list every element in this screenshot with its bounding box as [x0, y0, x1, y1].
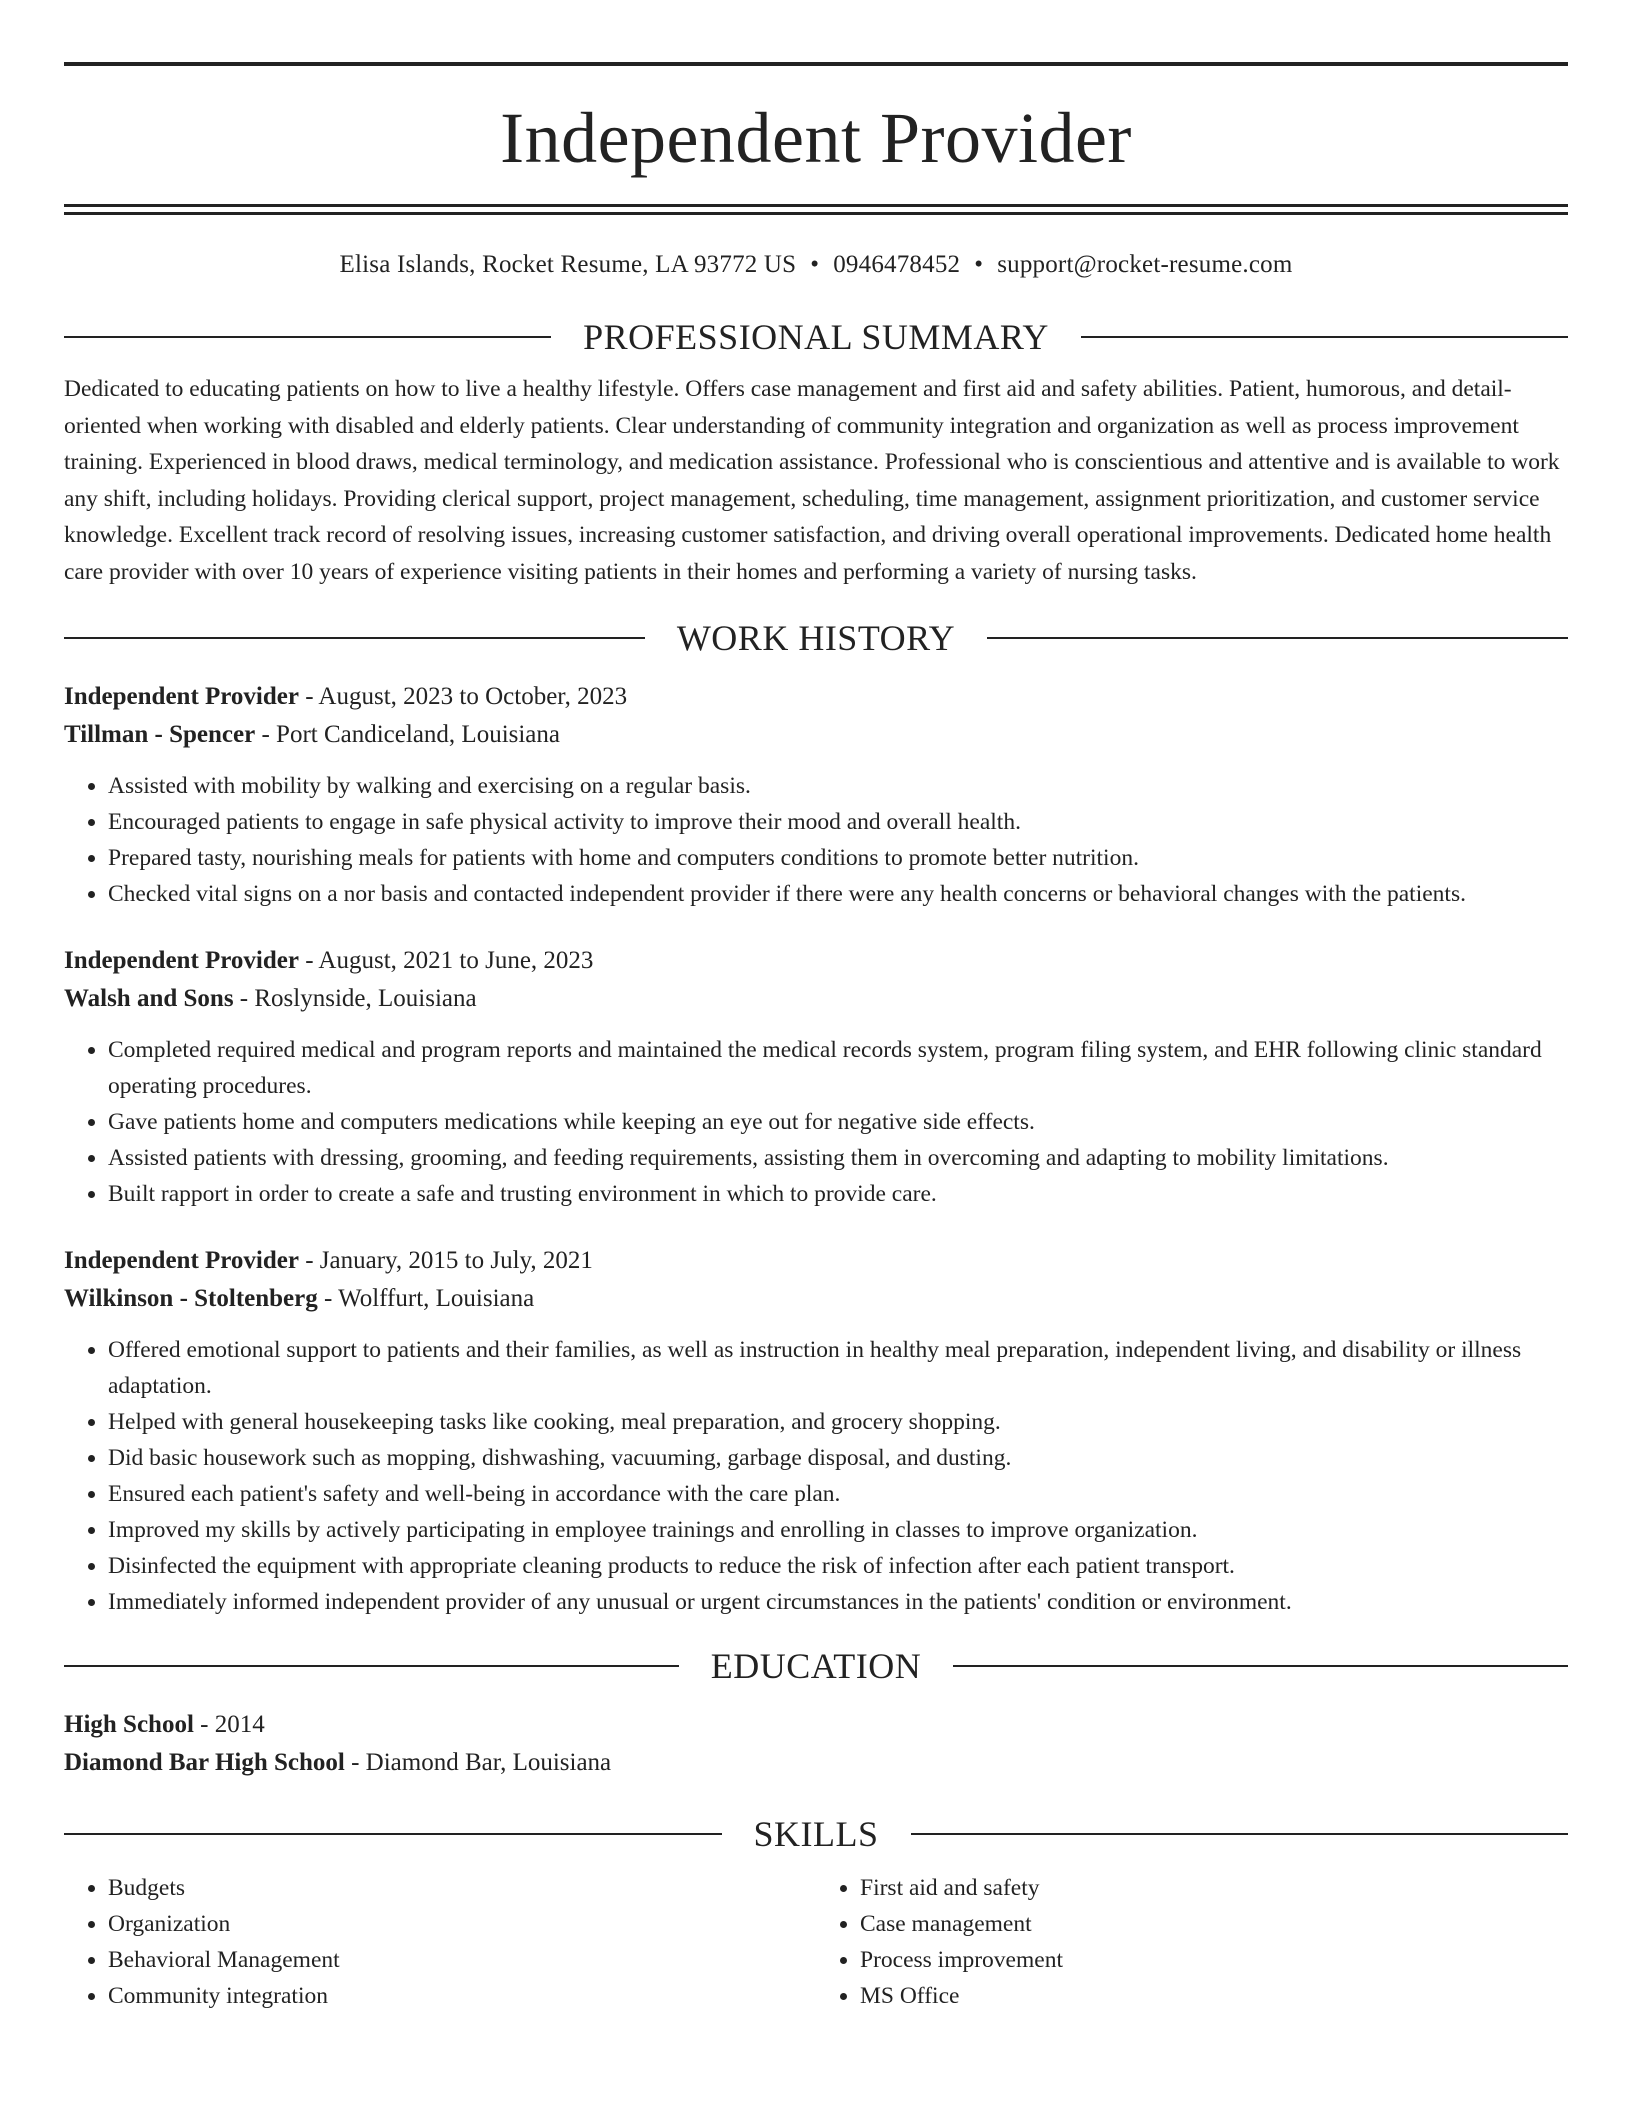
list-item: • Community integration: [108, 1978, 816, 2014]
job-location: - Wolffurt, Louisiana: [317, 1285, 535, 1312]
list-item: • Built rapport in order to create a safe and trusting environment in which to provide care.: [108, 1176, 1568, 1212]
job-bullets: [64, 768, 1568, 912]
job-location: - Port Candiceland, Louisiana: [255, 721, 561, 748]
job-company: Tillman - Spencer: [64, 721, 256, 748]
heading-rule-left: [64, 637, 645, 639]
contact-phone: 0946478452: [833, 251, 961, 278]
skills-list: [64, 1870, 1568, 2014]
heading-rule-right: [911, 1833, 1569, 1835]
heading-rule-right: [1081, 336, 1568, 338]
job-company-line: [64, 1280, 1568, 1318]
job-title: Independent Provider: [64, 1247, 299, 1274]
list-item: • Disinfected the equipment with appropriate cleaning products to reduce the risk of infection after each patient transport.: [108, 1548, 1568, 1584]
top-rule: [64, 62, 1568, 66]
list-item: • First aid and safety: [860, 1870, 1568, 1906]
list-item: • Process improvement: [860, 1942, 1568, 1978]
job-bullets: [64, 1032, 1568, 1212]
job-entry: [64, 942, 1568, 1212]
list-item: • Case management: [860, 1906, 1568, 1942]
list-item: • Encouraged patients to engage in safe physical activity to improve their mood and overall health.: [108, 804, 1568, 840]
list-item: • Checked vital signs on a nor basis and contacted independent provider if there were any health concerns or behavioral changes with the patients.: [108, 876, 1568, 912]
job-dates: - August, 2023 to October, 2023: [298, 683, 628, 710]
contact-email: support@rocket-resume.com: [997, 251, 1293, 278]
title-double-rule: [64, 204, 1568, 215]
list-item: • Gave patients home and computers medications while keeping an eye out for negative side effects.: [108, 1104, 1568, 1140]
job-location: - Roslynside, Louisiana: [233, 985, 477, 1012]
section-title: WORK HISTORY: [676, 618, 956, 658]
education-degree: High School: [64, 1711, 194, 1738]
list-item: • Assisted patients with dressing, grooming, and feeding requirements, assisting them in overcoming and adapting to mobility limitations.: [108, 1140, 1568, 1176]
resume-page: [64, 0, 1568, 2014]
heading-rule-left: [64, 1833, 722, 1835]
contact-separator: •: [810, 251, 820, 278]
list-item: • Prepared tasty, nourishing meals for patients with home and computers conditions to promote better nutrition.: [108, 840, 1568, 876]
job-company-line: [64, 716, 1568, 754]
job-title-line: [64, 942, 1568, 980]
job-dates: - January, 2015 to July, 2021: [298, 1247, 593, 1274]
job-company-line: [64, 980, 1568, 1018]
education-year: - 2014: [193, 1711, 265, 1738]
list-item: • Behavioral Management: [108, 1942, 816, 1978]
list-item: • Helped with general housekeeping tasks like cooking, meal preparation, and grocery shopping.: [108, 1404, 1568, 1440]
education-degree-line: [64, 1706, 1568, 1744]
skills-column-right: [816, 1870, 1568, 2014]
job-bullets: [64, 1332, 1568, 1620]
section-title: EDUCATION: [710, 1646, 922, 1686]
list-item: • Offered emotional support to patients and their families, as well as instruction in healthy meal preparation, independent living, and disability or illness adaptation.: [108, 1332, 1568, 1404]
list-item: • Improved my skills by actively participating in employee trainings and enrolling in classes to improve organization.: [108, 1512, 1568, 1548]
contact-address: Elisa Islands, Rocket Resume, LA 93772 US: [339, 251, 797, 278]
job-company: Walsh and Sons: [64, 985, 234, 1012]
contact-separator: •: [974, 251, 984, 278]
job-dates: - August, 2021 to June, 2023: [298, 947, 594, 974]
education-school-line: [64, 1744, 1568, 1782]
job-company: Wilkinson - Stoltenberg: [64, 1285, 318, 1312]
contact-line: [64, 251, 1568, 285]
job-title-line: [64, 678, 1568, 716]
heading-rule-right: [987, 637, 1568, 639]
job-title: Independent Provider: [64, 683, 299, 710]
summary-paragraph: Dedicated to educating patients on how to live a healthy lifestyle. Offers case management and first aid and safety abilities. Patient, humorous, and detail-oriented when working with disabled and elderly patients. Clear understanding of community integration and organization as well as process improvement training. Experienced in blood draws, medical terminology, and medication assistance. Professional who is conscientious and attentive and is available to work any shift, including holidays. Providing clerical support, project management, scheduling, time management, assignment prioritization, and customer service knowledge. Excellent track record of resolving issues, increasing customer satisfaction, and driving overall operational improvements. Dedicated home health care provider with over 10 years of experience visiting patients in their homes and performing a variety of nursing tasks.: [64, 376, 1560, 585]
job-title: Independent Provider: [64, 947, 299, 974]
section-title: SKILLS: [753, 1814, 879, 1854]
heading-rule-right: [953, 1665, 1568, 1667]
education-school: Diamond Bar High School: [64, 1749, 345, 1776]
list-item: • Completed required medical and program reports and maintained the medical records system, program filing system, and EHR following clinic standard operating procedures.: [108, 1032, 1568, 1104]
list-item: • Assisted with mobility by walking and exercising on a regular basis.: [108, 768, 1568, 804]
education-entry: [64, 1706, 1568, 1782]
section-title: PROFESSIONAL SUMMARY: [583, 317, 1049, 357]
skills-column-left: [64, 1870, 816, 2014]
list-item: • Did basic housework such as mopping, dishwashing, vacuuming, garbage disposal, and dusting.: [108, 1440, 1568, 1476]
job-title-line: [64, 1242, 1568, 1280]
list-item: • Organization: [108, 1906, 816, 1942]
section-heading-education: [64, 1648, 1568, 1684]
section-heading-summary: [64, 319, 1568, 355]
heading-rule-left: [64, 1665, 679, 1667]
section-heading-work-history: [64, 620, 1568, 656]
education-location: - Diamond Bar, Louisiana: [344, 1749, 612, 1776]
page-title: Independent Provider: [500, 98, 1132, 178]
list-item: • MS Office: [860, 1978, 1568, 2014]
list-item: • Ensured each patient's safety and well-being in accordance with the care plan.: [108, 1476, 1568, 1512]
list-item: • Immediately informed independent provider of any unusual or urgent circumstances in the patients' condition or environment.: [108, 1584, 1568, 1620]
job-entry: [64, 1242, 1568, 1620]
section-heading-skills: [64, 1816, 1568, 1852]
list-item: • Budgets: [108, 1870, 816, 1906]
heading-rule-left: [64, 336, 551, 338]
job-entry: [64, 678, 1568, 912]
